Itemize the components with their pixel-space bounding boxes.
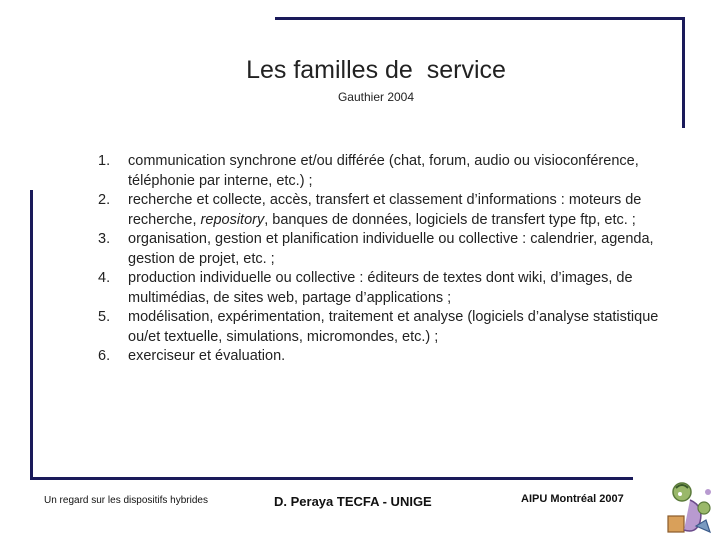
- list-item-text: production individuelle ou collective : éditeurs de textes dont wiki, d’images, de multimédias, de sites web, partage d’applications ;: [128, 270, 633, 306]
- frame-top-line: [275, 17, 685, 20]
- list-item: [98, 230, 678, 269]
- list-item-text: communication synchrone et/ou différée (chat, forum, audio ou visioconférence, téléphonie par interne, etc.) ;: [128, 153, 639, 189]
- list-item-text: organisation, gestion et planification individuelle ou collective : calendrier, agenda, gestion de projet, etc. ;: [128, 231, 654, 267]
- footer-left-text: Un regard sur les dispositifs hybrides: [44, 495, 208, 506]
- list-item: [98, 347, 678, 367]
- list-item-italic-term: repository: [200, 211, 265, 228]
- list-item-number: 5.: [98, 309, 111, 325]
- slide-subtitle: Gauthier 2004: [337, 90, 415, 104]
- list-item-number: 1.: [98, 153, 111, 169]
- footer-author: D. Peraya TECFA - UNIGE: [274, 494, 432, 509]
- tecfa-logo-icon: [660, 478, 720, 540]
- list-item-text: exerciseur et évaluation.: [128, 348, 286, 364]
- list-item-number: 4.: [98, 270, 111, 286]
- frame-bottom-line: [30, 477, 633, 480]
- list-item-text: recherche et collecte, accès, transfert et classement d’informations : moteurs de recherche,: [128, 192, 642, 228]
- list-item-text: modélisation, expérimentation, traitement et analyse (logiciels d’analyse statistique ou/et textuelle, simulations, micromondes, etc.) ;: [128, 309, 659, 345]
- list-item-text-continued: , banques de données, logiciels de transfert type ftp, etc. ;: [264, 211, 636, 228]
- frame-left-line: [30, 190, 33, 480]
- footer-event: AIPU Montréal 2007: [521, 493, 624, 505]
- list-item: [98, 191, 678, 230]
- list-item: [98, 269, 678, 308]
- list-item: [98, 308, 678, 347]
- slide-title: Les familles de service: [246, 56, 506, 84]
- service-list: [98, 152, 678, 367]
- list-item: [98, 152, 678, 191]
- list-item-number: 6.: [98, 348, 111, 364]
- list-item-number: 3.: [98, 231, 111, 247]
- list-item-number: 2.: [98, 192, 111, 208]
